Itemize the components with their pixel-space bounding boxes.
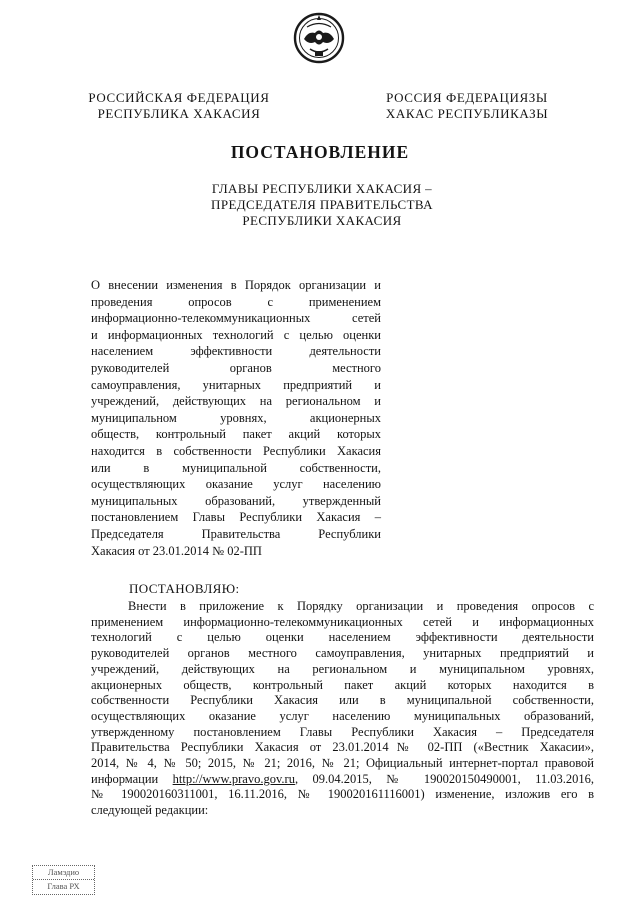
body-line [91, 772, 594, 788]
header-right-line2: ХАКАС РЕСПУБЛИКАЗЫ [385, 106, 549, 121]
about-line: или в муниципальной собственности, [91, 460, 381, 475]
body-line: утвержденному постановлением Главы Республики Хакасия – Председателя [91, 724, 594, 739]
document-title: ПОСТАНОВЛЕНИЕ [230, 142, 410, 162]
header-right [373, 90, 561, 122]
about-line: самоуправления, унитарных предприятий и [91, 377, 381, 392]
header-left-line1: РОССИЙСКАЯ ФЕДЕРАЦИЯ [88, 90, 270, 105]
header-right-line1: РОССИЯ ФЕДЕРАЦИЯЗЫ [386, 90, 548, 105]
body-line: собственности Республики Хакасия или в муниципальной собственности, [91, 693, 594, 708]
subtitle-line: ПРЕДСЕДАТЕЛЯ ПРАВИТЕЛЬСТВА [211, 197, 433, 212]
resolve-label: ПОСТАНОВЛЯЮ: [129, 581, 240, 596]
body-line: технологий с целью оценки населением эффективности деятельности [91, 630, 594, 645]
about-line: руководителей органов местного [91, 360, 381, 375]
about-line: Председателя Правительства Республики [91, 526, 381, 541]
about-block [91, 277, 381, 559]
header-left [78, 90, 280, 122]
pravo-link[interactable]: http://www.pravo.gov.ru [172, 771, 295, 786]
body-line: № 190020160311001, 16.11.2016, № 190020161116001) изменение, изложив его в [91, 787, 594, 802]
about-line: находится в собственности Республики Хакасия [91, 443, 381, 458]
body-line: Правительства Республики Хакасия от 23.01.2014№ 02-ПП («Вестник Хакасии», [91, 740, 594, 755]
coat-of-arms-emblem [293, 11, 345, 65]
subtitle-line: ГЛАВЫ РЕСПУБЛИКИ ХАКАСИЯ – [211, 181, 433, 196]
body-line: учреждений, действующих на региональном и муниципальном уровнях, [91, 661, 594, 676]
body-paragraph [91, 599, 594, 819]
body-line: применением информационно-телекоммуникационных сетей и информационных [91, 614, 594, 629]
about-line: и информационных технологий с целью оценки [91, 327, 381, 342]
about-line: постановлением Главы Республики Хакасия – [91, 510, 381, 525]
about-line: осуществляющих оказание услуг населению [91, 477, 381, 492]
about-line: О внесении изменения в Порядок организации и [91, 278, 381, 292]
about-line: обществ, контрольный пакет акций которых [91, 427, 381, 442]
stamp-line: Ламэдио [33, 866, 94, 880]
body-line: следующей редакции: [91, 803, 209, 818]
about-line: муниципальных образований, утвержденный [91, 493, 381, 508]
body-line: акционерных обществ, контрольный пакет акций которых находится в [91, 677, 594, 692]
approval-stamp [32, 865, 95, 895]
body-line: 2014, № 4, № 50; 2015, № 21; 2016, № 21; Официальный интернет-портал правовой [91, 756, 594, 771]
body-line: руководителей органов местного самоуправления, унитарных предприятий и [91, 646, 594, 661]
about-line: населением эффективности деятельности [91, 344, 381, 359]
document-subtitle [120, 181, 524, 229]
body-line: Внести в приложение к Порядку организации и проведения опросов с [128, 599, 594, 613]
body-line-suffix: , 09.04.2015, № 190020150490001, 11.03.2016, [294, 771, 594, 786]
about-line: учреждений, действующих на региональном и [91, 394, 381, 409]
about-line: муниципальном уровнях, акционерных [91, 410, 381, 425]
stamp-line: Глава РХ [47, 881, 80, 891]
about-line: Хакасия от 23.01.2014 № 02-ПП [91, 543, 262, 558]
about-line: проведения опросов с применением [91, 294, 381, 309]
header-left-line2: РЕСПУБЛИКА ХАКАСИЯ [97, 106, 261, 121]
body-line-prefix: информации [91, 771, 173, 786]
body-line: осуществляющих оказание услуг населению муниципальных образований, [91, 708, 594, 723]
about-line: информационно-телекоммуникационных сетей [91, 311, 381, 326]
subtitle-line: РЕСПУБЛИКИ ХАКАСИЯ [242, 213, 402, 228]
